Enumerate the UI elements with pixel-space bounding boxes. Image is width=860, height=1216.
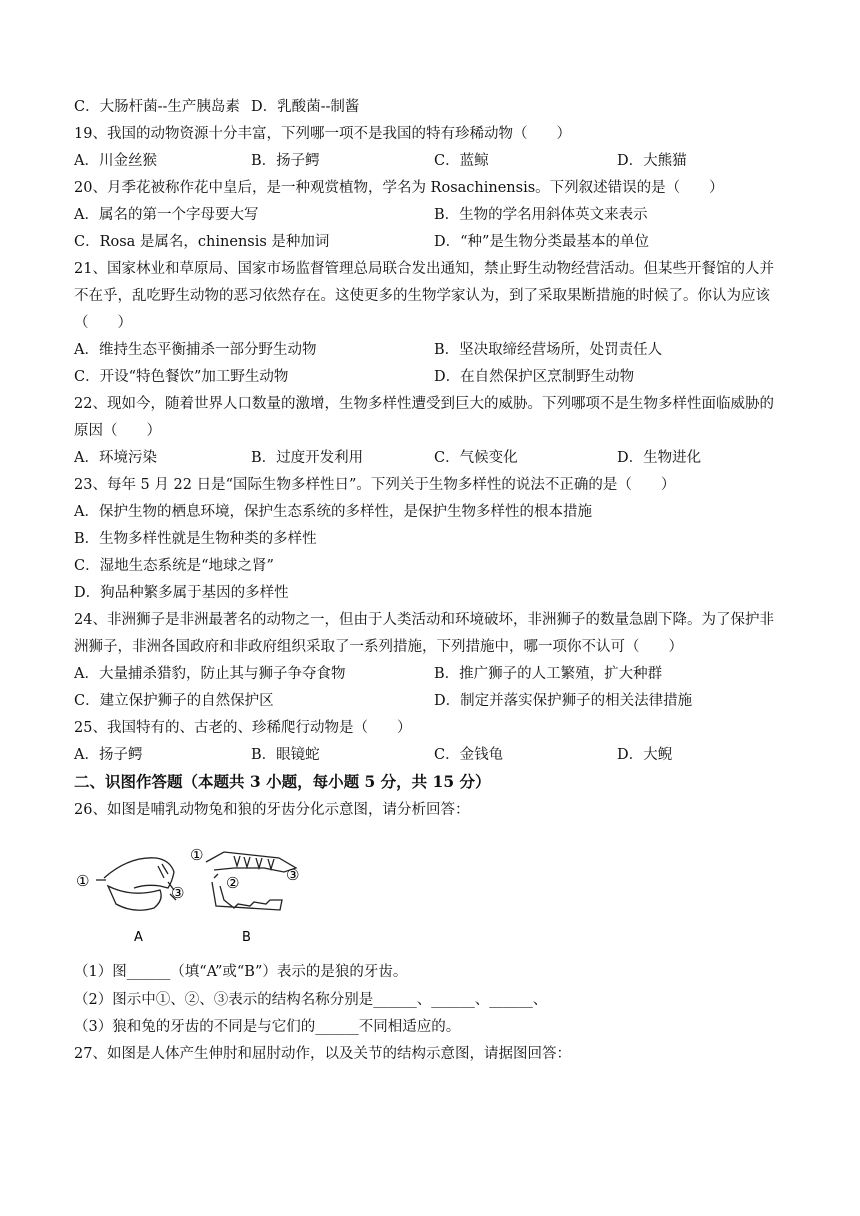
q25-option-b: B．眼镜蛇 — [251, 747, 320, 763]
q20-option-b: B．生物的学名用斜体英文来表示 — [434, 207, 648, 223]
question-27: 27、如图是人体产生伸肘和屈肘动作，以及关节的结构示意图，请据图回答： — [74, 1046, 571, 1062]
section-heading: 二、识图作答题（本题共 3 小题，每小题 5 分，共 15 分） — [74, 772, 491, 791]
q25-option-d: D．大鲵 — [617, 747, 673, 763]
question-22-line2: 原因（ ） — [74, 423, 161, 439]
q25-option-c: C．金钱龟 — [434, 747, 504, 763]
question-26-part2: （2）图示中①、②、③表示的结构名称分别是______、______、______、 — [74, 992, 548, 1008]
option-c-q18: C．大肠杆菌--生产胰岛素 — [74, 99, 240, 115]
figure-mark-1-b: ① — [190, 846, 204, 864]
question-21-line3: （ ） — [74, 315, 132, 331]
q24-option-b: B．推广狮子的人工繁殖，扩大种群 — [434, 666, 663, 682]
q24-option-d: D．制定并落实保护狮子的相关法律措施 — [434, 693, 693, 709]
figure-mark-3-a: ③ — [171, 884, 185, 902]
q22-option-b: B．过度开发利用 — [251, 450, 364, 466]
figure-mark-2-b: ② — [226, 874, 240, 892]
question-23: 23、每年 5 月 22 日是“国际生物多样性日”。下列关于生物多样性的说法不正确的是（ ） — [74, 477, 676, 493]
q25-option-a: A．扬子鳄 — [74, 747, 143, 763]
q24-option-c: C．建立保护狮子的自然保护区 — [74, 693, 274, 709]
q23-option-b: B．生物多样性就是生物种类的多样性 — [74, 531, 317, 547]
q19-option-c: C．蓝鲸 — [434, 153, 489, 169]
q23-option-c: C．湿地生态系统是“地球之肾” — [74, 558, 274, 574]
q22-option-c: C．气候变化 — [434, 450, 518, 466]
question-26-part1: （1）图______（填“A”或“B”）表示的是狼的牙齿。 — [74, 964, 408, 980]
q19-option-d: D．大熊猫 — [617, 153, 687, 169]
question-21-line2: 不在乎，乱吃野生动物的恶习依然存在。这使更多的生物学家认为，到了采取果断措施的时候了。你认为应该 — [74, 288, 770, 304]
q19-option-a: A．川金丝猴 — [74, 153, 157, 169]
figure-mark-3-b: ③ — [286, 866, 300, 884]
question-24-line2: 洲狮子，非洲各国政府和非政府组织采取了一系列措施，下列措施中，哪一项你不认可（ ） — [74, 639, 683, 655]
q22-option-a: A．环境污染 — [74, 450, 157, 466]
figure-mark-1-a: ① — [76, 872, 90, 890]
teeth-diagram — [74, 838, 314, 948]
wolf-skull-figure — [206, 852, 296, 910]
q23-option-a: A．保护生物的栖息环境，保护生态系统的多样性，是保护生物多样性的根本措施 — [74, 504, 592, 520]
q19-option-b: B．扬子鳄 — [251, 153, 320, 169]
question-24-line1: 24、非洲狮子是非洲最著名的动物之一，但由于人类活动和环境破坏，非洲狮子的数量急剧下降。为了保护非 — [74, 612, 774, 628]
q20-option-a: A．属名的第一个字母要大写 — [74, 207, 259, 223]
question-26: 26、如图是哺乳动物兔和狼的牙齿分化示意图，请分析回答： — [74, 802, 470, 818]
q22-option-d: D．生物进化 — [617, 450, 702, 466]
q21-option-c: C．开设“特色餐饮”加工野生动物 — [74, 369, 289, 385]
q23-option-d: D．狗品种繁多属于基因的多样性 — [74, 585, 289, 601]
question-26-part3: （3）狼和兔的牙齿的不同是与它们的______不同相适应的。 — [74, 1019, 461, 1035]
q20-option-c: C．Rosa 是属名，chinensis 是种加词 — [74, 234, 330, 250]
question-25: 25、我国特有的、古老的、珍稀爬行动物是（ ） — [74, 720, 412, 736]
q24-option-a: A．大量捕杀猎豹，防止其与狮子争夺食物 — [74, 666, 346, 682]
q21-option-d: D．在自然保护区烹制野生动物 — [434, 369, 635, 385]
q21-option-b: B．坚决取缔经营场所，处罚责任人 — [434, 342, 663, 358]
figure-label-a: A — [134, 930, 143, 945]
q21-option-a: A．维持生态平衡捕杀一部分野生动物 — [74, 342, 317, 358]
option-d-q18: D．乳酸菌--制酱 — [251, 99, 360, 115]
question-19: 19、我国的动物资源十分丰富，下列哪一项不是我国的特有珍稀动物（ ） — [74, 126, 571, 142]
question-21-line1: 21、国家林业和草原局、国家市场监督管理总局联合发出通知，禁止野生动物经营活动。但某些开餐馆的人并 — [74, 261, 774, 277]
question-22-line1: 22、现如今，随着世界人口数量的激增，生物多样性遭受到巨大的威胁。下列哪项不是生物多样性面临威胁的 — [74, 396, 774, 412]
question-20: 20、月季花被称作花中皇后，是一种观赏植物，学名为 Rosachinensis。下列叙述错误的是（ ） — [74, 180, 724, 196]
q20-option-d: D．“种”是生物分类最基本的单位 — [434, 234, 649, 250]
figure-label-b: B — [242, 930, 251, 945]
rabbit-skull-figure — [96, 858, 176, 910]
